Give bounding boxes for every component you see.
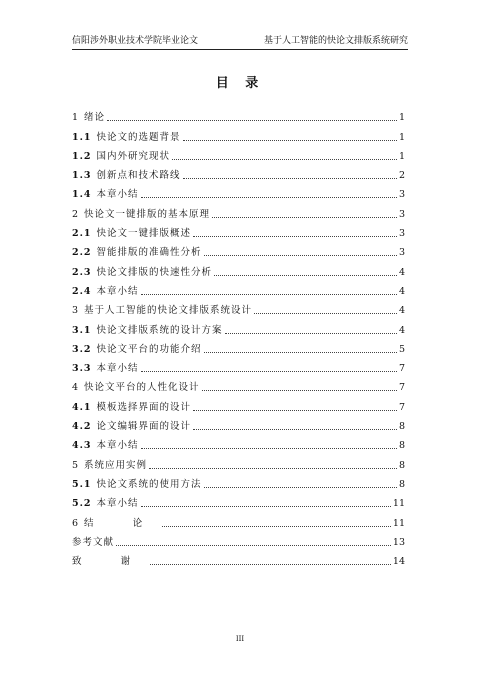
toc-entry[interactable] xyxy=(72,316,405,335)
toc-entry-page: 5 xyxy=(398,343,405,355)
page-header xyxy=(72,35,408,50)
toc-entry-number: 6 xyxy=(72,517,80,529)
toc-entry-page: 4 xyxy=(398,266,405,278)
toc-entry-number: 5.1 xyxy=(72,478,92,490)
toc-entry-title: 本章小结 xyxy=(96,285,139,297)
toc-leader-dots xyxy=(116,544,391,546)
toc-entry-number: 4 xyxy=(72,382,80,394)
toc-entry-title: 快论文一键排版的基本原理 xyxy=(84,208,211,220)
toc-leader-dots xyxy=(225,332,397,334)
toc-entry-number: 4.1 xyxy=(72,401,92,413)
header-right-text: 基于人工智能的快论文排版系统研究 xyxy=(263,36,408,46)
toc-entry-page: 2 xyxy=(398,170,405,182)
toc-entry-number: 4.2 xyxy=(72,421,92,433)
toc-entry-page: 11 xyxy=(392,498,405,510)
toc-leader-dots xyxy=(141,447,397,449)
toc-entry-number: 1.2 xyxy=(72,150,92,162)
toc-entry-page: 7 xyxy=(398,382,405,394)
toc-entry-title: 快论文系统的使用方法 xyxy=(96,478,202,490)
toc-entry-title: 本章小结 xyxy=(96,189,139,201)
toc-entry[interactable] xyxy=(72,220,405,239)
toc-leader-dots xyxy=(183,139,397,141)
toc-entry[interactable] xyxy=(72,509,405,528)
toc-entry-title: 快论文排版系统的设计方案 xyxy=(96,324,223,336)
toc-leader-dots xyxy=(193,235,397,237)
toc-entry-page: 8 xyxy=(398,459,405,471)
toc-entry-title: 致 谢 xyxy=(72,556,149,568)
toc-entry-number: 3.3 xyxy=(72,363,92,375)
toc-entry-number: 3.2 xyxy=(72,343,92,355)
table-of-contents xyxy=(72,104,405,567)
toc-leader-dots xyxy=(149,467,397,469)
toc-entry[interactable] xyxy=(72,548,405,567)
toc-entry-page: 7 xyxy=(398,401,405,413)
toc-entry[interactable] xyxy=(72,278,405,297)
page-title: 目 录 xyxy=(215,76,265,91)
toc-leader-dots xyxy=(141,370,397,372)
toc-entry[interactable] xyxy=(72,123,405,142)
toc-entry-number: 4.3 xyxy=(72,440,92,452)
toc-entry-page: 4 xyxy=(398,285,405,297)
toc-entry-page: 11 xyxy=(392,517,405,529)
toc-entry-page: 1 xyxy=(398,112,405,124)
toc-leader-dots xyxy=(193,409,397,411)
toc-entry-number: 2.2 xyxy=(72,247,92,259)
toc-entry-page: 3 xyxy=(398,189,405,201)
toc-entry-number: 2.1 xyxy=(72,228,92,240)
toc-entry-title: 创新点和技术路线 xyxy=(96,170,181,182)
toc-entry-number: 1 xyxy=(72,112,80,124)
toc-entry-page: 1 xyxy=(398,150,405,162)
toc-entry-number: 2 xyxy=(72,208,80,220)
toc-entry[interactable] xyxy=(72,471,405,490)
toc-entry-title: 国内外研究现状 xyxy=(96,150,171,162)
toc-entry-title: 本章小结 xyxy=(96,363,139,375)
toc-entry[interactable] xyxy=(72,451,405,470)
toc-leader-dots xyxy=(214,274,397,276)
toc-entry-number: 3.1 xyxy=(72,324,92,336)
toc-entry[interactable] xyxy=(72,297,405,316)
toc-leader-dots xyxy=(204,351,397,353)
toc-entry[interactable] xyxy=(72,258,405,277)
header-left-text: 信阳涉外职业技术学院毕业论文 xyxy=(72,36,199,46)
toc-leader-dots xyxy=(212,216,397,218)
toc-entry-title: 智能排版的准确性分析 xyxy=(96,247,202,259)
toc-leader-dots xyxy=(204,486,397,488)
toc-entry[interactable] xyxy=(72,374,405,393)
page-number: III xyxy=(235,635,245,643)
toc-leader-dots xyxy=(162,525,391,527)
toc-entry-number: 5.2 xyxy=(72,498,92,510)
toc-entry[interactable] xyxy=(72,413,405,432)
toc-entry-title: 模板选择界面的设计 xyxy=(96,401,192,413)
toc-entry-page: 1 xyxy=(398,131,405,143)
toc-entry-page: 14 xyxy=(392,556,405,568)
toc-leader-dots xyxy=(254,312,397,314)
toc-entry-number: 1.3 xyxy=(72,170,92,182)
toc-entry-title: 绪论 xyxy=(84,112,106,124)
toc-entry[interactable] xyxy=(72,200,405,219)
toc-entry-page: 8 xyxy=(398,421,405,433)
toc-entry-title: 结 论 xyxy=(84,517,161,529)
toc-entry-page: 13 xyxy=(392,536,405,548)
toc-entry-page: 4 xyxy=(398,324,405,336)
toc-entry-title: 快论文平台的功能介绍 xyxy=(96,343,202,355)
toc-entry[interactable] xyxy=(72,355,405,374)
toc-leader-dots xyxy=(141,505,391,507)
toc-entry-title: 本章小结 xyxy=(96,498,139,510)
toc-leader-dots xyxy=(107,119,397,121)
toc-entry-number: 3 xyxy=(72,305,80,317)
toc-entry[interactable] xyxy=(72,529,405,548)
toc-entry-number: 2.3 xyxy=(72,266,92,278)
toc-entry-number: 1.4 xyxy=(72,189,92,201)
toc-entry-page: 7 xyxy=(398,363,405,375)
toc-entry[interactable] xyxy=(72,143,405,162)
toc-entry[interactable] xyxy=(72,104,405,123)
toc-entry-title: 快论文的选题背景 xyxy=(96,131,181,143)
toc-entry[interactable] xyxy=(72,490,405,509)
toc-entry[interactable] xyxy=(72,393,405,412)
toc-leader-dots xyxy=(202,389,397,391)
toc-leader-dots xyxy=(150,563,391,565)
toc-entry[interactable] xyxy=(72,336,405,355)
toc-entry-title: 系统应用实例 xyxy=(84,459,148,471)
toc-entry-page: 3 xyxy=(398,208,405,220)
toc-entry[interactable] xyxy=(72,432,405,451)
toc-entry-number: 5 xyxy=(72,459,80,471)
toc-entry-number: 1.1 xyxy=(72,131,92,143)
toc-leader-dots xyxy=(193,428,397,430)
toc-entry[interactable] xyxy=(72,239,405,258)
toc-entry-number: 2.4 xyxy=(72,285,92,297)
toc-entry-title: 参考文献 xyxy=(72,536,115,548)
toc-entry[interactable] xyxy=(72,162,405,181)
toc-entry-title: 论文编辑界面的设计 xyxy=(96,421,192,433)
toc-entry-page: 8 xyxy=(398,440,405,452)
toc-leader-dots xyxy=(183,177,397,179)
toc-leader-dots xyxy=(204,254,397,256)
toc-entry-title: 本章小结 xyxy=(96,440,139,452)
toc-entry-page: 8 xyxy=(398,478,405,490)
toc-entry[interactable] xyxy=(72,181,405,200)
toc-leader-dots xyxy=(172,158,397,160)
toc-leader-dots xyxy=(141,196,397,198)
toc-entry-title: 基于人工智能的快论文排版系统设计 xyxy=(84,305,253,317)
toc-leader-dots xyxy=(141,293,397,295)
toc-entry-title: 快论文一键排版概述 xyxy=(96,228,192,240)
toc-entry-title: 快论文排版的快速性分析 xyxy=(96,266,213,278)
toc-entry-page: 3 xyxy=(398,247,405,259)
toc-entry-page: 4 xyxy=(398,305,405,317)
toc-entry-title: 快论文平台的人性化设计 xyxy=(84,382,200,394)
toc-entry-page: 3 xyxy=(398,228,405,240)
